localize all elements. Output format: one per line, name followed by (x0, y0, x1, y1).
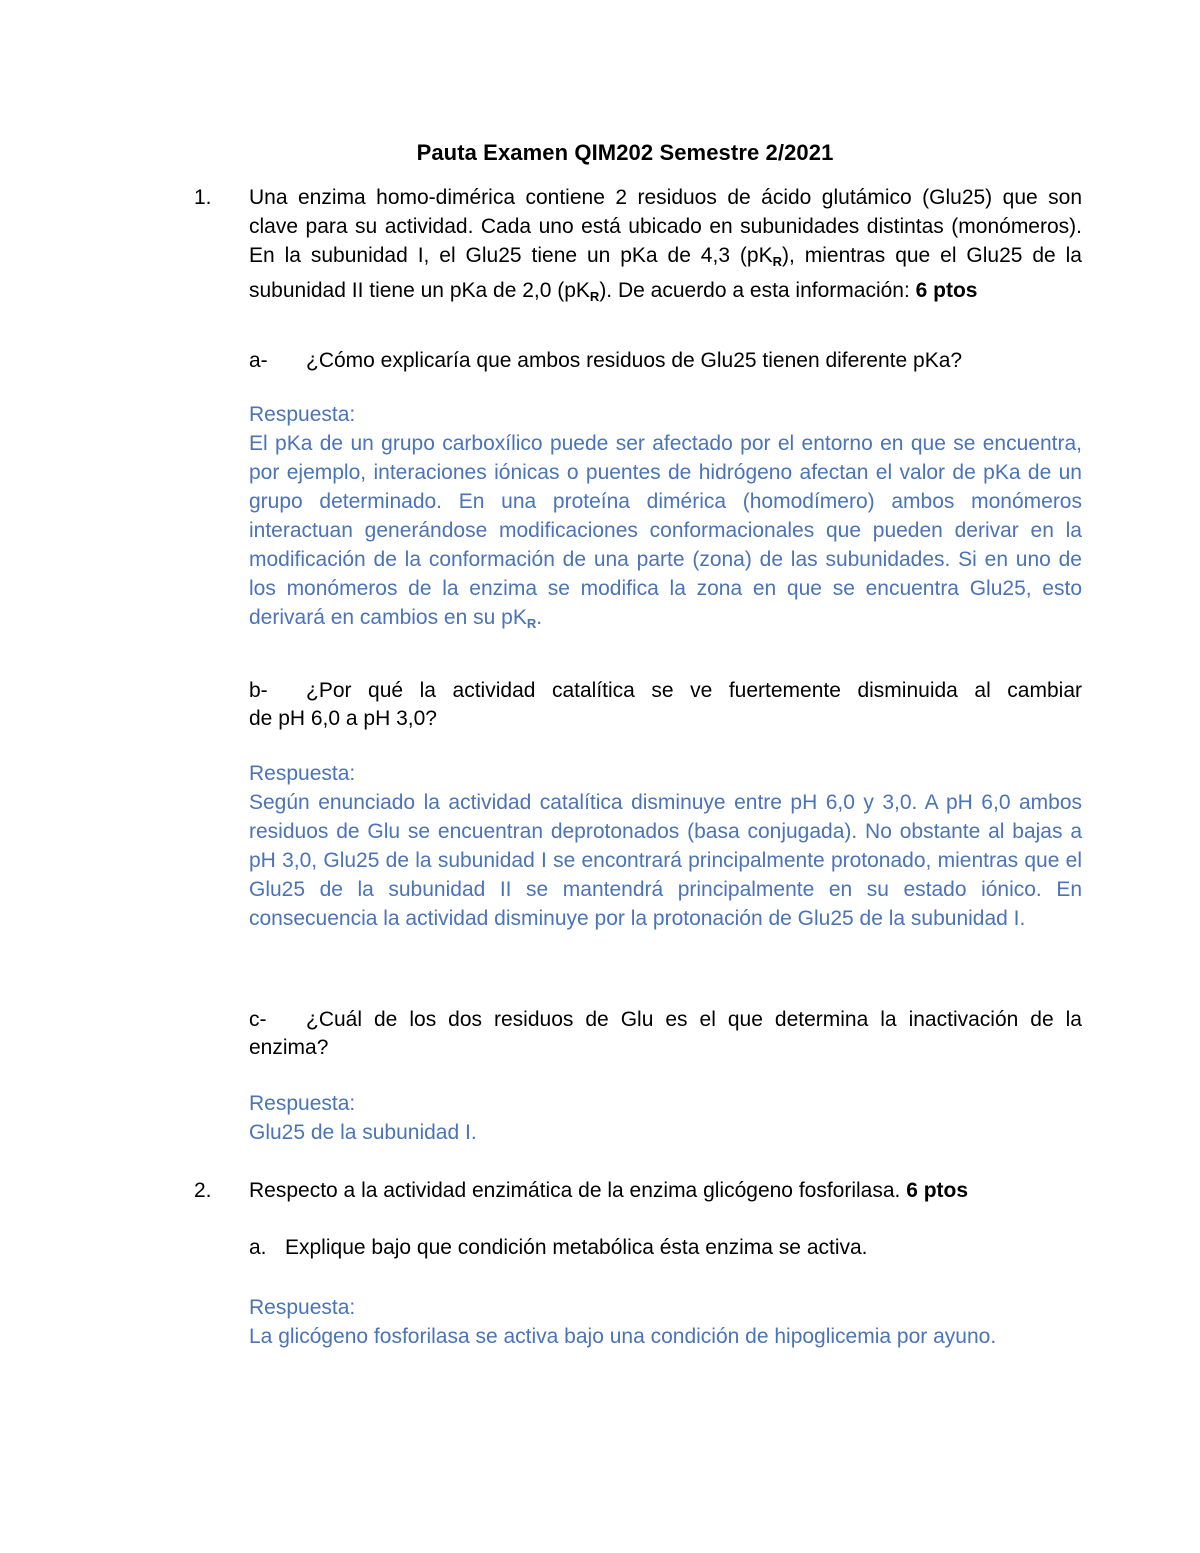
answer-2a-label: Respuesta: (249, 1296, 356, 1319)
question-1-intro-text-b: ), mientras que el Glu25 de la subunidad II tiene un pKa de 2,0 (pK (249, 244, 1082, 302)
question-1a-text: ¿Cómo explicaría que ambos residuos de Glu25 tienen diferente pKa? (306, 349, 963, 372)
document-title: Pauta Examen QIM202 Semestre 2/2021 (416, 140, 834, 165)
question-2a-label: a. (249, 1236, 267, 1259)
question-1-number: 1. (194, 186, 212, 209)
answer-1a-label: Respuesta: (249, 403, 356, 426)
question-2a-text: Explique bajo que condición metabólica ésta enzima se activa. (285, 1236, 868, 1259)
question-1c-text-line1: ¿Cuál de los dos residuos de Glu es el que determina la inactivación de la (306, 1008, 1082, 1031)
answer-2a-text: La glicógeno fosforilasa se activa bajo una condición de hipoglicemia por ayuno. (249, 1325, 997, 1348)
question-1b-text-line2: de pH 6,0 a pH 3,0? (249, 707, 437, 730)
question-1c-text-line2: enzima? (249, 1036, 329, 1059)
question-2-intro (249, 1176, 1082, 1205)
answer-1a-text (249, 429, 1082, 638)
question-1b-text-line1: ¿Por qué la actividad catalítica se ve fuertemente disminuida al cambiar (306, 679, 1082, 702)
answer-1a-body: El pKa de un grupo carboxílico puede ser afectado por el entorno en que se encuentra, por ejemplo, interaciones iónicas o puentes de hidrógeno afectan el valor de pKa de un grupo determinado. En una proteína dimérica (homodímero) ambos monómeros interactuan generándose modificaciones conformacionales que pueden derivar en la modificación de la conformación de una parte (zona) de las subunidades. Si en uno de los monómeros de la enzima se modifica la zona en que se encuentra Glu25, esto derivará en cambios en su pK (249, 432, 1082, 629)
question-1-intro-text-a: Una enzima homo-dimérica contiene 2 residuos de ácido glutámico (Glu25) que son clave para su actividad. Cada uno está ubicado en subunidades distintas (monómeros). En la subunidad I, el Glu25 tiene un pKa de 4,3 (pK (249, 186, 1082, 267)
question-1-intro (249, 183, 1082, 311)
question-1-points: 6 ptos (915, 279, 978, 302)
answer-1b-text: Según enunciado la actividad catalítica disminuye entre pH 6,0 y 3,0. A pH 6,0 ambos residuos de Glu se encuentran deprotonados (basa conjugada). No obstante al bajas a pH 3,0, Glu25 de la subunidad I se encontrará principalmente protonado, mientras que el Glu25 de la subunidad II se mantendrá principalmente en su estado iónico. En consecuencia la actividad disminuye por la protonación de Glu25 de la subunidad I. (249, 791, 1082, 930)
question-2-number: 2. (194, 1179, 212, 1202)
question-1a-label: a- (249, 349, 268, 372)
question-1-intro-text-c: ). De acuerdo a esta información: (599, 279, 916, 302)
answer-1a-end: . (536, 606, 543, 629)
question-1b-label: b- (249, 679, 268, 702)
question-2-points: 6 ptos (906, 1179, 969, 1202)
answer-1c-text: Glu25 de la subunidad I. (249, 1121, 477, 1144)
answer-1b-label: Respuesta: (249, 762, 356, 785)
question-1c-label: c- (249, 1008, 267, 1031)
question-2-intro-text: Respecto a la actividad enzimática de la enzima glicógeno fosforilasa. (249, 1179, 907, 1202)
subscript-r: R (526, 616, 537, 631)
subscript-r: R (772, 254, 782, 269)
subscript-r: R (589, 289, 600, 304)
answer-1c-label: Respuesta: (249, 1092, 356, 1115)
